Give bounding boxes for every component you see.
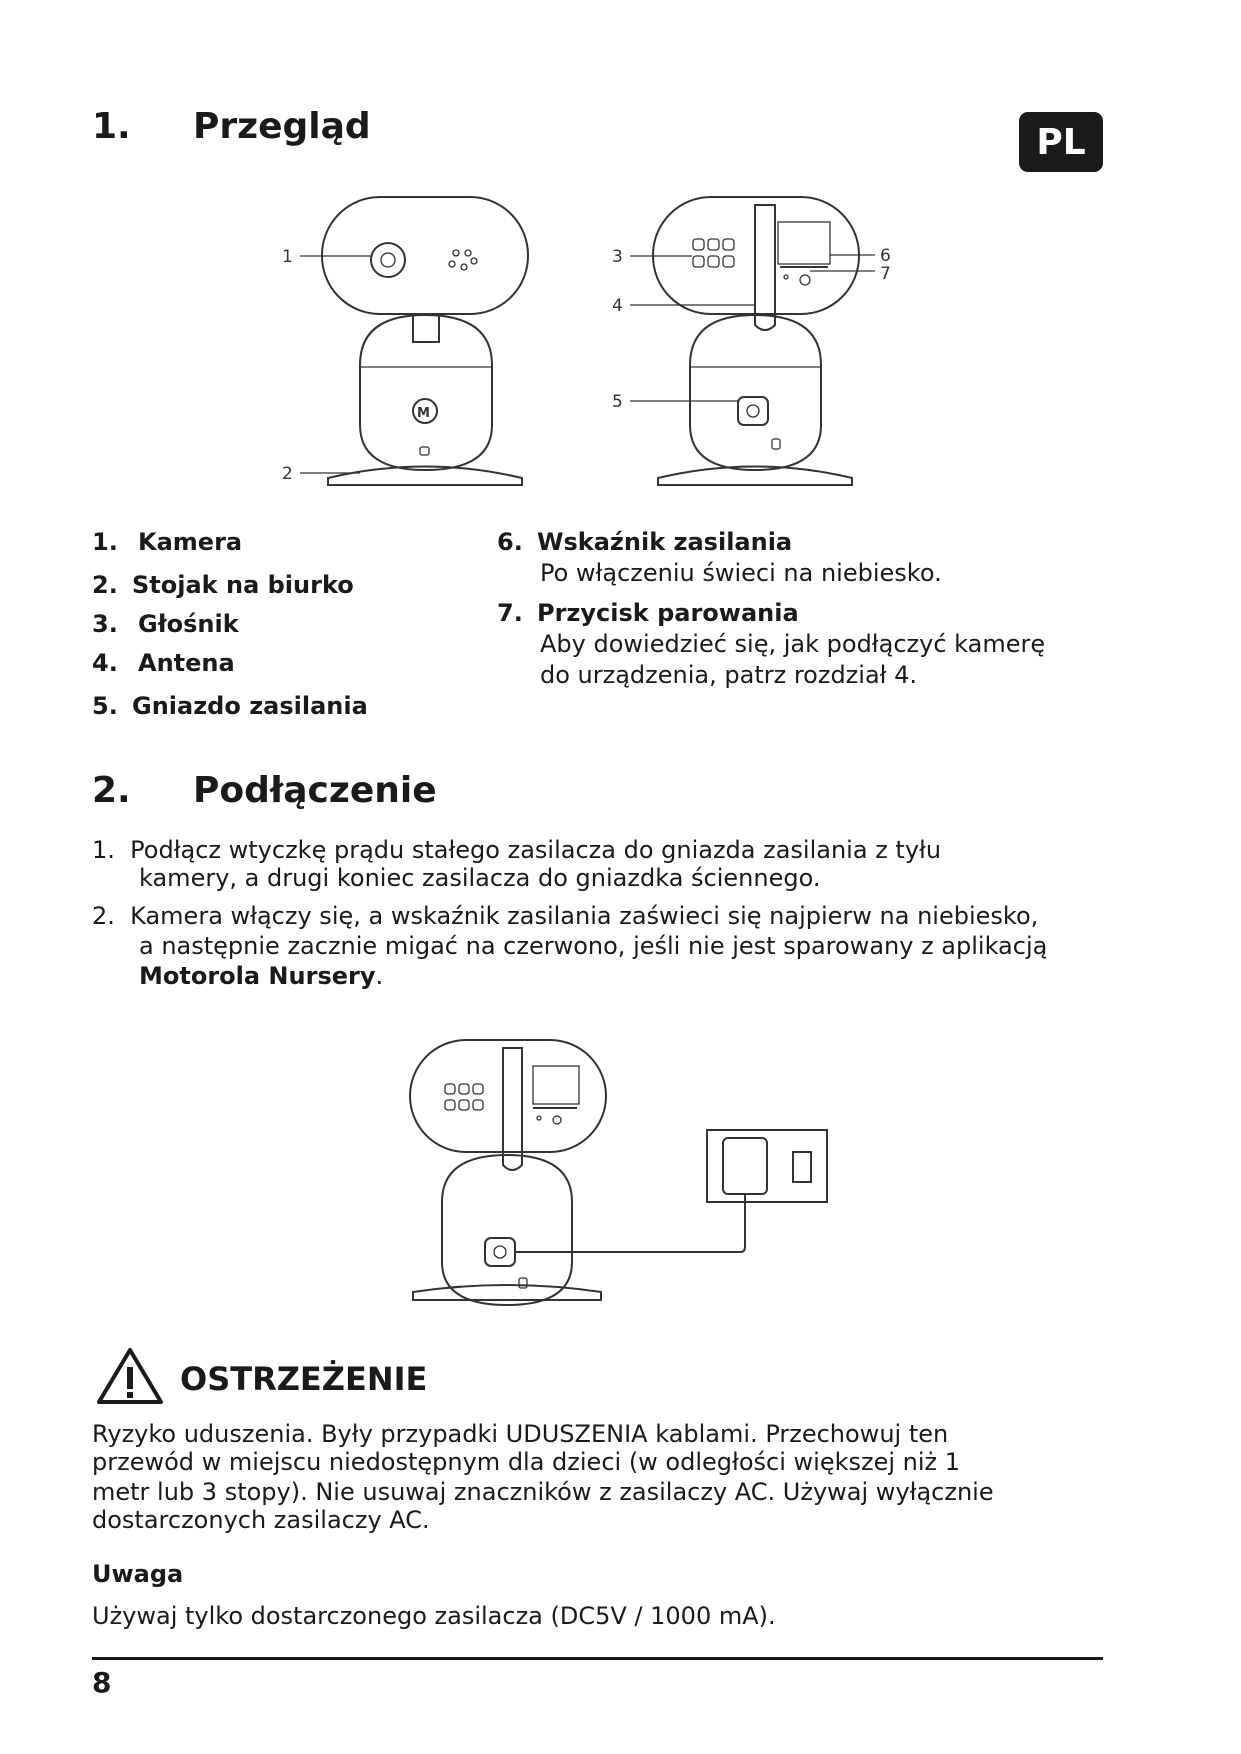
warning-line: Ryzyko uduszenia. Były przypadki UDUSZENIA kablami. Przechowuj ten <box>92 1420 949 1448</box>
note-text: Używaj tylko dostarczonego zasilacza (DC5V / 1000 mA). <box>92 1602 776 1630</box>
part-description: Aby dowiedzieć się, jak podłączyć kamerę <box>540 630 1046 658</box>
language-badge: PL <box>1019 112 1103 172</box>
page-number: 8 <box>92 1666 112 1699</box>
section-2-title: Podłączenie <box>193 770 437 811</box>
callout-6: 6 <box>880 246 891 266</box>
warning-icon <box>96 1347 164 1405</box>
svg-text:M: M <box>417 406 430 421</box>
app-name: Motorola Nursery <box>139 962 376 990</box>
callout-3: 3 <box>612 247 623 267</box>
step-2-line-1: 2. Kamera włączy się, a wskaźnik zasilania zaświeci się najpierw na niebiesko, <box>92 902 1039 930</box>
step-1-line-1: 1. Podłącz wtyczkę prądu stałego zasilacza do gniazda zasilania z tyłu <box>92 836 942 864</box>
warning-title: OSTRZEŻENIE <box>180 1360 428 1398</box>
connection-diagram <box>405 1030 845 1308</box>
part-item: 5. Gniazdo zasilania <box>92 692 368 720</box>
part-item: 4. Antena <box>92 649 235 677</box>
section-1-title: Przegląd <box>193 106 371 147</box>
callout-7: 7 <box>880 264 891 284</box>
step-1-line-2: kamery, a drugi koniec zasilacza do gniazdka ściennego. <box>139 864 821 892</box>
part-item: 6. Wskaźnik zasilania <box>497 528 793 556</box>
warning-line: przewód w miejscu niedostępnym dla dzieci (w odległości większej niż 1 <box>92 1448 961 1476</box>
part-item: 1. Kamera <box>92 528 243 556</box>
camera-overview-diagram <box>260 185 920 500</box>
part-description: Po włączeniu świeci na niebiesko. <box>540 559 942 587</box>
step-2-line-3: Motorola Nursery. <box>139 962 384 990</box>
camera-front-illustration <box>322 197 528 485</box>
note-title: Uwaga <box>92 1560 184 1588</box>
part-item: 2. Stojak na biurko <box>92 571 354 599</box>
warning-line: dostarczonych zasilaczy AC. <box>92 1506 430 1534</box>
callout-1: 1 <box>282 247 293 267</box>
callout-5: 5 <box>612 392 623 412</box>
footer-divider <box>92 1657 1103 1660</box>
callout-2: 2 <box>282 464 293 484</box>
section-2-number: 2. <box>92 770 131 811</box>
section-1-number: 1. <box>92 106 131 147</box>
part-item: 3. Głośnik <box>92 610 239 638</box>
camera-back-illustration <box>653 197 859 485</box>
warning-line: metr lub 3 stopy). Nie usuwaj znaczników z zasilaczy AC. Używaj wyłącznie <box>92 1478 994 1506</box>
callout-4: 4 <box>612 296 623 316</box>
step-2-line-2: a następnie zacznie migać na czerwono, jeśli nie jest sparowany z aplikacją <box>139 932 1048 960</box>
part-description: do urządzenia, patrz rozdział 4. <box>540 661 917 689</box>
part-item: 7. Przycisk parowania <box>497 599 799 627</box>
